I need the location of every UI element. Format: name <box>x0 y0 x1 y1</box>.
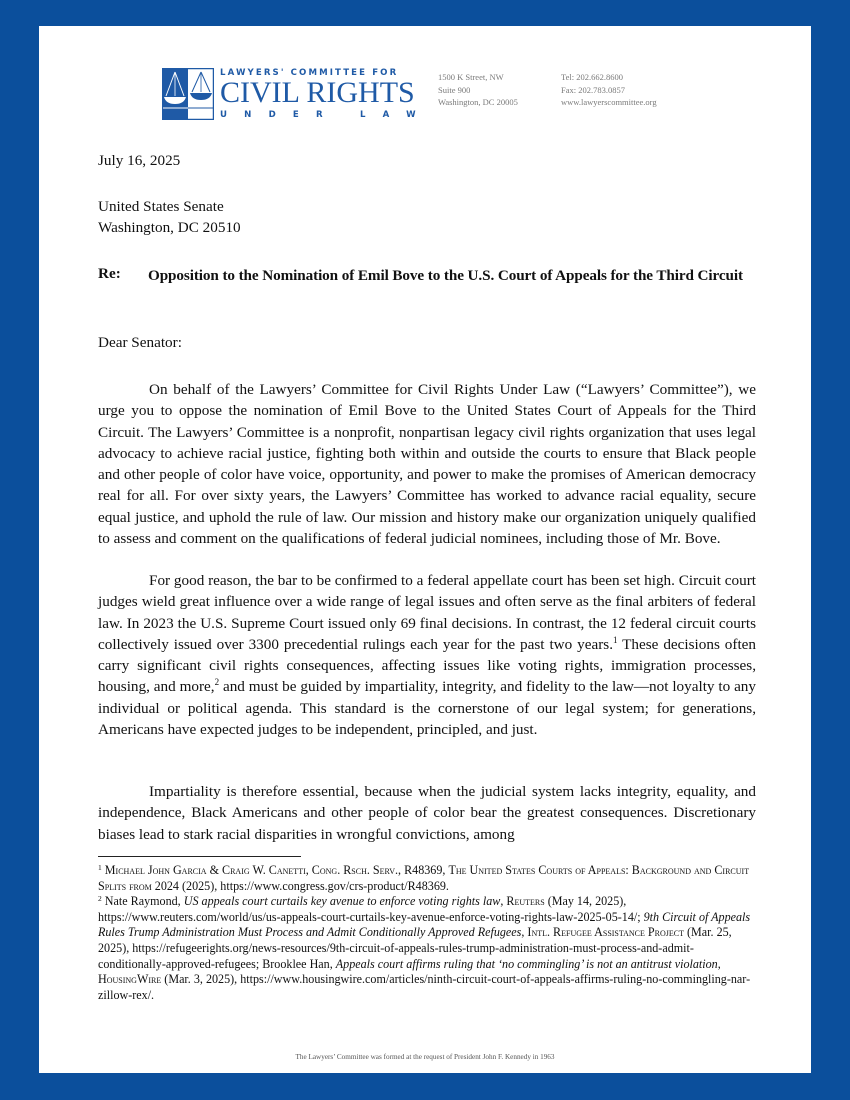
footnote-2: $^2$ Nate Raymond, US appeals court curtails key avenue to enforce voting rights law, Reuters (May 14, 2025), https://www.reuters.com/world/us/us-appeals-court-curtails-key-avenue-enforce-voting-rights-law-2025-05-14/; 9th Circuit of Appeals Rules Trump Administration Must Process and Admit Conditionally Approved Refugees, Intl. Refugee Assistance Project (Mar. 25, 2025), https://refugeerights.org/news-resources/9th-circuit-of-appeals-rules-trump-administration-must-process-and-admit-conditionally-approved-refugees; Brooklee Han, Appeals court affirms ruling that ‘no commingling’ is not an antitrust violation, HousingWire (Mar. 3, 2025), https://www.housingwire.com/articles/ninth-circuit-court-of-appeals-affirms-ruling-no-commingling-nar-zillow-rex/. <box>98 894 751 1002</box>
footnote-1 <box>98 863 758 894</box>
footnote-link[interactable]: (Mar. 25, 2025), https://refugeerights.org/news-resources/9th-circuit-of-appeals-rules-trump-administration-must-process-and-admit-conditionally-approved-refugees; Brooklee Han, <box>98 925 732 971</box>
footnote-title: US appeals court curtails key avenue to enforce voting rights law <box>183 894 501 909</box>
body-paragraph: On behalf of the Lawyers’ Committee for Civil Rights Under Law (“Lawyers’ Committee”), we urge you to oppose the nomination of Emil Bove to the United States Court of Appeals for the Third Circuit. The Lawyers’ Committee is a nonprofit, nonpartisan legacy civil rights organization that uses legal advocacy to achieve racial justice, fighting both within and outside the courts to ensure that Black people and other people of color have voice, opportunity, and power to make the promises of American democracy real for all. For over sixty years, the Lawyers’ Committee has worked to advance racial equality, secure equal justice, and uphold the rule of law. Our mission and history make our organization uniquely qualified to assess and comment on the qualifications of federal judicial nominees, including those of Mr. Bove. <box>98 381 756 548</box>
recipient-line: United States Senate <box>98 198 224 215</box>
org-wordmark <box>220 68 433 121</box>
footnote-text: Nate Raymond, <box>104 894 184 909</box>
page-footer: The Lawyers’ Committee was formed at the request of President John F. Kennedy in 1963 <box>295 1053 555 1061</box>
salutation: Dear Senator: <box>98 334 182 351</box>
letter-date: July 16, 2025 <box>98 152 181 169</box>
footnote-number: 1 <box>98 863 102 872</box>
body-paragraph <box>98 570 756 740</box>
letterhead <box>39 26 811 136</box>
address-block <box>438 71 518 109</box>
address-line: Washington, DC 20005 <box>438 97 518 107</box>
footnote-source: Intl. Refugee Assistance Project <box>527 925 684 940</box>
fax-number: Fax: 202.783.0857 <box>561 84 625 95</box>
body-paragraph: Impartiality is therefore essential, because when the judicial system lacks integrity, equality, and independence, Black Americans and other people of color bear the greatest consequences. Discretionary biases lead to stark racial disparities in wrongful convictions, among <box>98 783 756 843</box>
footnote-link[interactable]: (Mar. 3, 2025), https://www.housingwire.com/articles/ninth-circuit-court-of-appeals-affirms-ruling-no-commingling-nar-zillow-rex/. <box>98 972 751 1002</box>
paragraph-text: These decisions often carry significant civil rights consequences, affecting issues like voting rights, immigration processes, housing, and more, <box>98 635 756 696</box>
subject-label: Re: <box>98 265 121 282</box>
footnote-link[interactable]: (May 14, 2025), https://www.reuters.com/world/us/us-appeals-court-curtails-key-avenue-enforce-voting-rights-law-2025-05-14/; <box>98 894 644 924</box>
paragraph-text: and must be guided by impartiality, integrity, and fidelity to the law—not loyalty to any individual or political agenda. This standard is the cornerstone of our legal system; for generations, Americans have expected judges to be independent, principled, and just. <box>98 678 756 739</box>
letter-page <box>39 26 811 1073</box>
scales-of-justice-icon <box>162 68 214 120</box>
footnote-ref[interactable]: 2 <box>214 677 220 688</box>
org-name-line3: UNDER LAW <box>220 110 433 120</box>
address-line: 1500 K Street, NW <box>438 72 504 82</box>
footnote-title: The United States Courts of Appeals: Background and Circuit Splits from 2024 <box>98 863 750 893</box>
footnote-link[interactable]: (2025), https://www.congress.gov/crs-product/R48369. <box>178 878 449 893</box>
footnote-title: 9th Circuit of Appeals Rules Trump Administration Must Process and Admit Conditionally Approved Refugees <box>98 909 751 940</box>
recipient-line: Washington, DC 20510 <box>98 219 241 237</box>
website-link[interactable]: www.lawyerscommittee.org <box>561 97 657 107</box>
footnote-authors: Michael John Garcia & Craig W. Canetti, Cong. Rsch. Serv. <box>104 863 399 877</box>
footnote-source: Reuters <box>506 894 545 909</box>
address-line: Suite 900 <box>438 84 471 95</box>
paragraph-text: For good reason, the bar to be confirmed to a federal appellate court has been set high. Circuit court judges wield great influence over a wide range of legal issues and often serve as the final arbiters of federal law. In 2023 the U.S. Supreme Court issued only 69 final decisions. In contrast, the 12 federal circuit courts collectively issued over 3300 precedential rulings each year for the past two years. <box>98 572 756 653</box>
footnote-source: HousingWire <box>98 972 162 987</box>
footnote-ref[interactable]: 1 <box>613 634 618 645</box>
recipient-address <box>98 196 756 239</box>
footnote-separator <box>98 856 301 857</box>
footnote-number: 2 <box>98 894 102 904</box>
subject-line: Opposition to the Nomination of Emil Bove to the U.S. Court of Appeals for the Third Circuit <box>148 267 743 284</box>
footnotes <box>98 863 758 1003</box>
contact-block <box>561 71 657 109</box>
footnote-text: , R48369, <box>398 863 449 877</box>
org-name-line1: LAWYERS' COMMITTEE FOR <box>220 68 399 78</box>
phone-number: Tel: 202.662.8600 <box>561 72 623 82</box>
footnote-title: Appeals court affirms ruling that ‘no commingling’ is not an antitrust violation <box>335 956 718 971</box>
org-name-line2: CIVIL RIGHTS <box>220 76 415 109</box>
